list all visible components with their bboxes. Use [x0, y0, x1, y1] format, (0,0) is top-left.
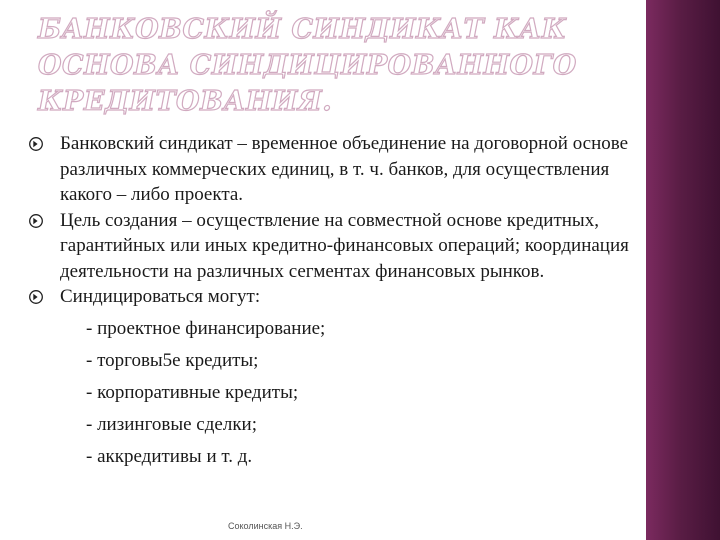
bullet-item-2 [28, 208, 653, 285]
author-footer: Соколинская Н.Э. [228, 521, 303, 531]
title-line-1: БАНКОВСКИЙ СИНДИКАТ КАК [38, 14, 567, 45]
slide-body [28, 131, 653, 470]
syndication-types-list [28, 316, 653, 470]
bullet-text: Синдицироваться могут: [60, 286, 261, 307]
circle-arrow-right-icon [28, 136, 44, 152]
list-item: - аккредитивы и т. д. [86, 446, 253, 467]
title-line-3: КРЕДИТОВАНИЯ. [38, 86, 333, 117]
list-item: - лизинговые сделки; [86, 414, 257, 435]
bullet-text: Банковский синдикат – временное объединение на договорной основе различных коммерческих единиц, в т. ч. банков, для осуществления какого – либо проекта. [60, 133, 629, 205]
bullet-item-1 [28, 131, 653, 208]
bullet-item-3 [28, 284, 653, 310]
circle-arrow-right-icon [28, 213, 44, 229]
list-item: - корпоративные кредиты; [86, 382, 299, 403]
title-line-2: ОСНОВА СИНДИЦИРОВАННОГО [38, 50, 577, 81]
right-accent-band [646, 0, 720, 540]
bullet-text: Цель создания – осуществление на совместной основе кредитных, гарантийных или иных кредитно-финансовых операций; координация деятельности на различных сегментах финансовых рынков. [60, 209, 629, 282]
list-item: - торговы5е кредиты; [86, 350, 259, 371]
circle-arrow-right-icon [28, 289, 44, 305]
list-item: - проектное финансирование; [86, 318, 326, 339]
slide-title [38, 12, 638, 120]
